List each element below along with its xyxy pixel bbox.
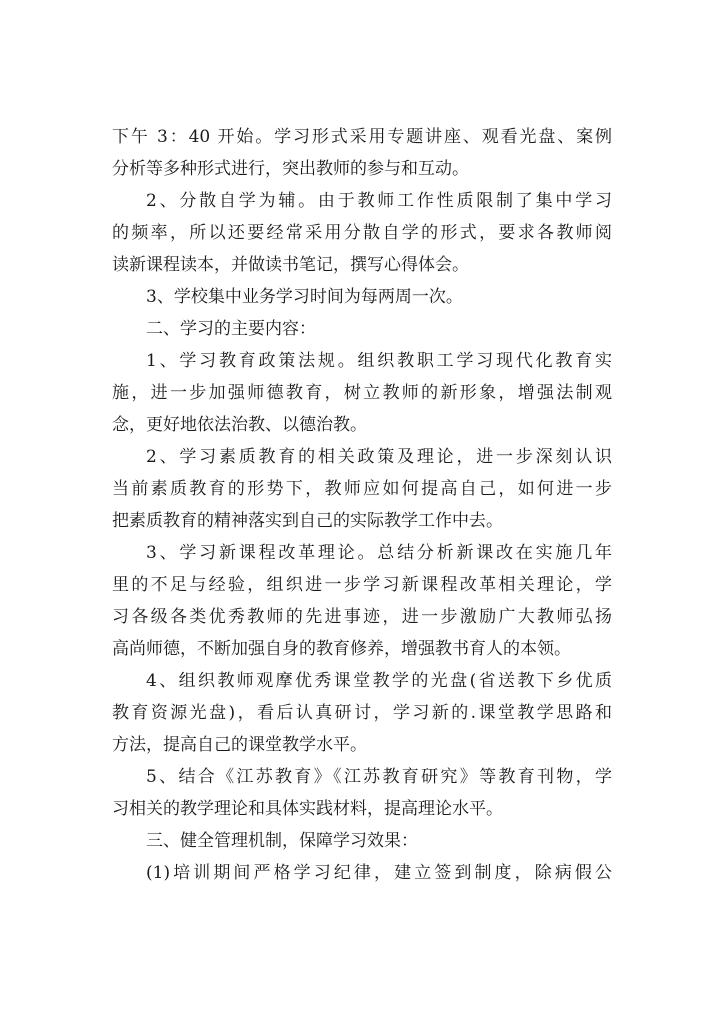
text-line: 的频率，所以还要经常采用分散自学的形式，要求各教师阅 xyxy=(112,223,612,243)
paragraph xyxy=(112,857,612,889)
text-line: 三、健全管理机制，保障学习效果： xyxy=(146,831,418,851)
text-line: 念，更好地依法治教、以德治教。 xyxy=(112,415,367,435)
text-line: 3、学习新课程改革理论。总结分析新课改在实施几年 xyxy=(146,543,612,563)
document-body xyxy=(112,121,612,889)
text-line: 分析等多种形式进行，突出教师的参与和互动。 xyxy=(112,159,469,179)
paragraph xyxy=(112,441,612,537)
text-line: 高尚师德，不断加强自身的教育修养，增强教书育人的本领。 xyxy=(112,639,571,659)
text-line: 教育资源光盘)，看后认真研讨，学习新的.课堂教学思路和 xyxy=(112,703,612,723)
text-line: 5、结合《江苏教育》《江苏教育研究》等教育刊物，学 xyxy=(146,767,612,787)
paragraph xyxy=(112,761,612,825)
paragraph xyxy=(112,185,612,281)
text-line: 3、学校集中业务学习时间为每两周一次。 xyxy=(146,287,463,307)
text-line: (1)培训期间严格学习纪律，建立签到制度，除病假公 xyxy=(146,863,612,883)
text-line: 1、学习教育政策法规。组织教职工学习现代化教育实 xyxy=(146,351,612,371)
paragraph xyxy=(112,281,612,313)
text-line: 读新课程读本，并做读书笔记，撰写心得体会。 xyxy=(112,255,469,275)
text-line: 施，进一步加强师德教育，树立教师的新形象，增强法制观 xyxy=(112,383,612,403)
paragraph xyxy=(112,313,612,345)
text-line: 2、学习素质教育的相关政策及理论，进一步深刻认识 xyxy=(146,447,612,467)
text-line: 习各级各类优秀教师的先进事迹，进一步激励广大教师弘扬 xyxy=(112,607,612,627)
paragraph xyxy=(112,665,612,761)
text-line: 把素质教育的精神落实到自己的实际教学工作中去。 xyxy=(112,511,503,531)
paragraph xyxy=(112,825,612,857)
text-line: 二、学习的主要内容： xyxy=(146,319,316,339)
text-line: 下午 3：40 开始。学习形式采用专题讲座、观看光盘、案例 xyxy=(112,127,612,147)
paragraph xyxy=(112,121,612,185)
text-line: 习相关的教学理论和具体实践材料，提高理论水平。 xyxy=(112,799,503,819)
text-line: 方法，提高自己的课堂教学水平。 xyxy=(112,735,367,755)
paragraph xyxy=(112,537,612,665)
paragraph xyxy=(112,345,612,441)
text-line: 当前素质教育的形势下，教师应如何提高自己，如何进一步 xyxy=(112,479,612,499)
text-line: 4、组织教师观摩优秀课堂教学的光盘(省送教下乡优质 xyxy=(146,671,612,691)
text-line: 里的不足与经验，组织进一步学习新课程改革相关理论，学 xyxy=(112,575,612,595)
text-line: 2、分散自学为辅。由于教师工作性质限制了集中学习 xyxy=(146,191,612,211)
